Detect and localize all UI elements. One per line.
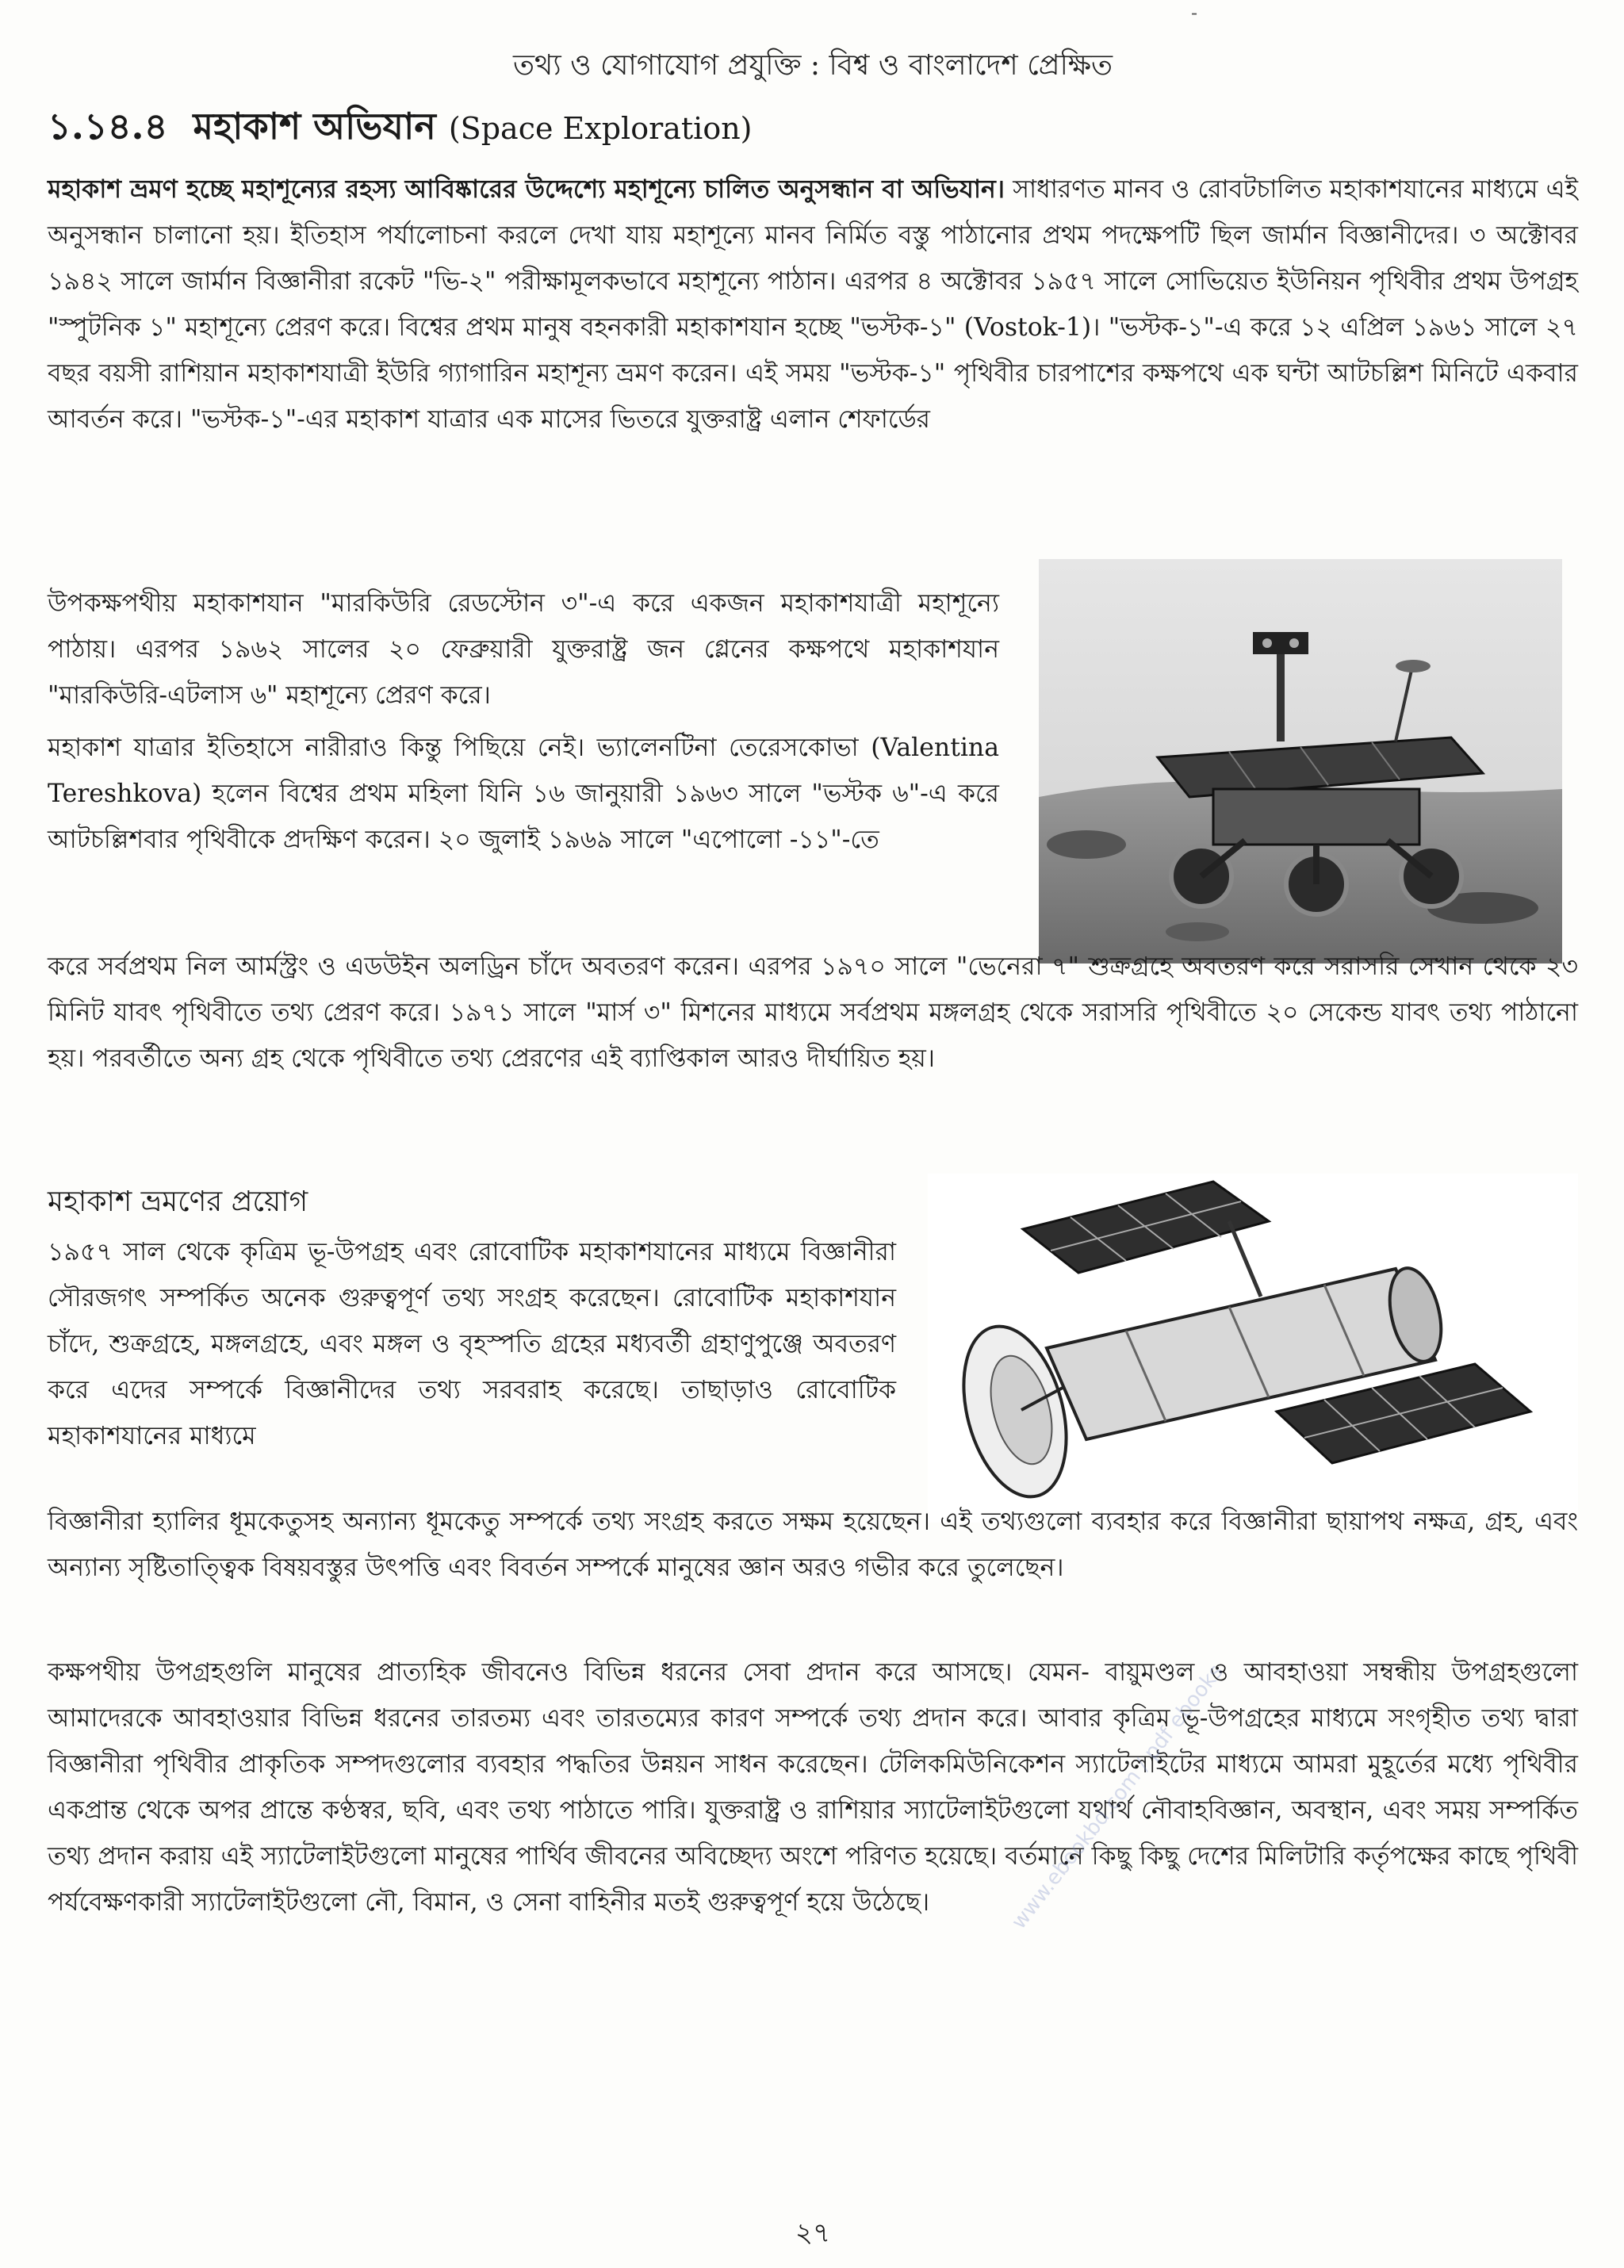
section-heading xyxy=(48,99,753,159)
satellite-illustration xyxy=(928,1174,1578,1523)
section-title-english: (Space Exploration) xyxy=(448,111,753,146)
paragraph-comets xyxy=(48,1499,1578,1591)
section-title: মহাকাশ অভিযান xyxy=(193,105,436,147)
paragraph-women-in-space: মহাকাশ যাত্রার ইতিহাসে নারীরাও কিন্তু পিছিয়ে নেই। ভ্যালেনটিনা তেরেসকোভা (Valentina Tereshkova) হলেন বিশ্বের প্রথম মহিলা যিনি ১৬ জানুয়ারী ১৯৬৩ সালে "ভস্টক ৬"-এ করে আটচল্লিশবার পৃথিবীকে প্রদক্ষিণ করেন। ২০ জুলাই ১৯৬৯ সালে "এপোলো -১১"-তে xyxy=(48,734,999,854)
paragraph-text: বিজ্ঞানীরা হ্যালির ধূমকেতুসহ অন্যান্য ধূমকেতু সম্পর্কে তথ্য সংগ্রহ করতে সক্ষম হয়েছেন। এই তথ্যগুলো ব্যবহার করে বিজ্ঞানীরা ছায়াপথ নক্ষত্র, গ্রহ, এবং অন্যান্য সৃষ্টিতাত্ত্বিক বিষয়বস্তুর উৎপত্তি এবং বিবর্তন সম্পর্কে মানুষের জ্ঞান অরও গভীর করে তুলেছেন। xyxy=(48,1508,1578,1582)
satellite-icon xyxy=(928,1174,1578,1523)
paragraph-moon-landing xyxy=(48,944,1578,1082)
intro-rest: সাধারণত মানব ও রোবটচালিত মহাকাশযানের মাধ্যমে এই অনুসন্ধান চালানো হয়। ইতিহাস পর্যালোচনা করলে দেখা যায় মহাশূন্যে মানব নির্মিত বস্তু পাঠানোর প্রথম পদক্ষেপটি ছিল জার্মান বিজ্ঞানীদের। ৩ অক্টোবর ১৯৪২ সালে জার্মান বিজ্ঞানীরা রকেট "ভি-২" পরীক্ষামূলকভাবে মহাশূন্যে পাঠান। এরপর ৪ অক্টোবর ১৯৫৭ সালে সোভিয়েত ইউনিয়ন পৃথিবীর প্রথম উপগ্রহ "স্পুটনিক ১" মহাশূন্যে প্রেরণ করে। বিশ্বের প্রথম মানুষ বহনকারী মহাকাশযান হচ্ছে "ভস্টক-১" (Vostok-1)। "ভস্টক-১"-এ করে ১২ এপ্রিল ১৯৬১ সালে ২৭ বছর বয়সী রাশিয়ান মহাকাশযাত্রী ইউরি গ্যাগারিন মহাশূন্য ভ্রমণ করেন। এই সময় "ভস্টক-১" পৃথিবীর চারপাশের কক্ষপথে এক ঘন্টা আটচল্লিশ মিনিটে একবার আবর্তন করে। "ভস্টক-১"-এর মহাকাশ যাত্রার এক মাসের ভিতরে যুক্তরাষ্ট্র এলান শেফার্ডের xyxy=(48,175,1578,434)
textbook-page xyxy=(48,0,1578,2268)
paragraph-text: করে সর্বপ্রথম নিল আর্মস্ট্রং ও এডউইন অলড্রিন চাঁদে অবতরণ করেন। এরপর ১৯৭০ সালে "ভেনেরা ৭" শুক্রগ্রহে অবতরণ করে সরাসরি সেখান থেকে ২৩ মিনিট যাবৎ পৃথিবীতে তথ্য প্রেরণ করে। ১৯৭১ সালে "মার্স ৩" মিশনের মাধ্যমে সর্বপ্রথম মঙ্গলগ্রহ থেকে সরাসরি পৃথিবীতে ২০ সেকেন্ড যাবৎ তথ্য পাঠানো হয়। পরবর্তীতে অন্য গ্রহ থেকে পৃথিবীতে তথ্য প্রেরণের এই ব্যাপ্তিকাল আরও দীর্ঘায়িত হয়। xyxy=(48,952,1578,1073)
intro-lead-sentence: মহাকাশ ভ্রমণ হচ্ছে মহাশূন্যের রহস্য আবিষ্কারের উদ্দেশ্যে মহাশূন্যে চালিত অনুসন্ধান বা অভিযান। xyxy=(48,174,1005,204)
rover-icon xyxy=(1039,559,1562,964)
intro-paragraph xyxy=(48,167,1578,442)
section-number: ১.১৪.৪ xyxy=(48,105,168,147)
paragraph-text: ১৯৫৭ সাল থেকে কৃত্রিম ভূ-উপগ্রহ এবং রোবোটিক মহাকাশযানের মাধ্যমে বিজ্ঞানীরা সৌরজগৎ সম্পর্কিত অনেক গুরুত্বপূর্ণ তথ্য সংগ্রহ করেছেন। রোবোটিক মহাকাশযান চাঁদে, শুক্রগ্রহে, মঙ্গলগ্রহে, এবং মঙ্গল ও বৃহস্পতি গ্রহের মধ্যবর্তী গ্রহাণুপুঞ্জে অবতরণ করে এদের সম্পর্কে বিজ্ঞানীদের তথ্য সরবরাহ করেছে। তাছাড়াও রোবোটিক মহাকাশযানের মাধ্যমে xyxy=(48,1238,896,1450)
paragraph-text: উপকক্ষপথীয় মহাকাশযান "মারকিউরি রেডস্টোন ৩"-এ করে একজন মহাকাশযাত্রী মহাশূন্যে পাঠায়। এরপর ১৯৬২ সালের ২০ ফেব্রুয়ারী যুক্তরাষ্ট্র জন গ্লেনের কক্ষপথে মহাকাশযান "মারকিউরি-এটলাস ৬" মহাশূন্যে প্রেরণ করে। xyxy=(48,589,999,710)
paragraph-orbital-satellites xyxy=(48,1649,1578,1925)
watermark: www.ebookbd.com / pdf ebooks xyxy=(1007,1660,1228,1934)
paragraph-robotic-spacecraft xyxy=(48,1229,896,1459)
paragraph-mercury-missions xyxy=(48,580,999,863)
applications-heading: মহাকাশ ভ্রমণের প্রয়োগ xyxy=(48,1186,308,1218)
page-number: ২৭ xyxy=(795,2217,831,2249)
running-header: তথ্য ও যোগাযোগ প্রযুক্তি : বিশ্ব ও বাংলাদেশ প্রেক্ষিত xyxy=(512,49,1113,82)
top-mark: - xyxy=(1191,2,1198,24)
paragraph-text: কক্ষপথীয় উপগ্রহগুলি মানুষের প্রাত্যহিক জীবনেও বিভিন্ন ধরনের সেবা প্রদান করে আসছে। যেমন- বায়ুমণ্ডল ও আবহাওয়া সম্বন্ধীয় উপগ্রহগুলো আমাদেরকে আবহাওয়ার বিভিন্ন ধরনের তারতম্য এবং তারতম্যের কারণ সম্পর্কে তথ্য প্রদান করে। আবার কৃত্রিম ভূ-উপগ্রহের মাধ্যমে সংগৃহীত তথ্য দ্বারা বিজ্ঞানীরা পৃথিবীর প্রাকৃতিক সম্পদগুলোর ব্যবহার পদ্ধতির উন্নয়ন সাধন করেছেন। টেলিকমিউনিকেশন স্যাটেলাইটের মাধ্যমে আমরা মুহূর্তের মধ্যে পৃথিবীর একপ্রান্ত থেকে অপর প্রান্তে কণ্ঠস্বর, ছবি, এবং তথ্য পাঠাতে পারি। যুক্তরাষ্ট্র ও রাশিয়ার স্যাটেলাইটগুলো যথার্থ নৌবাহবিজ্ঞান, অবস্থান, এবং সময় সম্পর্কিত তথ্য প্রদান করায় এই স্যাটেলাইটগুলো মানুষের পার্থিব জীবনের অবিচ্ছেদ্য অংশে পরিণত হয়েছে। বর্তমানে কিছু কিছু দেশের মিলিটারি কর্তৃপক্ষের কাছে পৃথিবী পর্যবেক্ষণকারী স্যাটেলাইটগুলো নৌ, বিমান, ও সেনা বাহিনীর মতই গুরুত্বপূর্ণ হয়ে উঠেছে। xyxy=(48,1658,1578,1917)
rover-photo xyxy=(1039,559,1562,964)
